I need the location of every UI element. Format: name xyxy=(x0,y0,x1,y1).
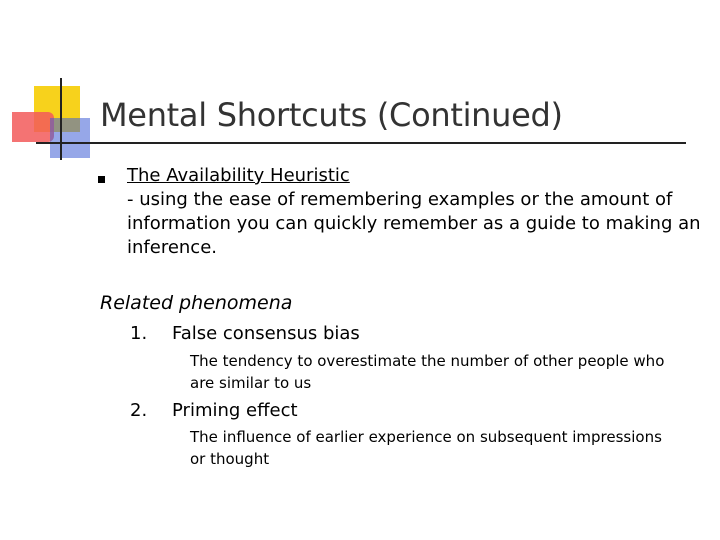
title-underline xyxy=(36,142,686,144)
decor-vertical-line xyxy=(60,78,62,160)
item-number: 2. xyxy=(130,400,148,421)
item-label: Priming effect xyxy=(172,400,298,421)
bullet-line-1: - using the ease of remembering examples or the amount of xyxy=(127,189,673,210)
item-description-line: The influence of earlier experience on subsequent impressions xyxy=(190,428,662,446)
item-description-line: The tendency to overestimate the number of other people who xyxy=(190,352,665,370)
decor-red-shape xyxy=(12,112,54,142)
item-description xyxy=(190,426,710,470)
item-label: False consensus bias xyxy=(172,323,360,344)
item-description-line: or thought xyxy=(190,450,270,468)
item-number: 1. xyxy=(130,323,148,344)
item-description xyxy=(190,350,710,394)
bullet-line-2: information you can quickly remember as a guide to making an xyxy=(127,213,701,234)
item-description-line: are similar to us xyxy=(190,374,312,392)
bullet-line-3: inference. xyxy=(127,237,217,258)
related-phenomena-label: Related phenomena xyxy=(100,292,293,314)
bullet-heading: The Availability Heuristic xyxy=(127,165,350,186)
availability-heuristic-bullet xyxy=(127,164,707,260)
decor-blue-square xyxy=(50,118,90,158)
slide-title: Mental Shortcuts (Continued) xyxy=(100,96,563,134)
square-bullet-icon xyxy=(98,176,105,183)
